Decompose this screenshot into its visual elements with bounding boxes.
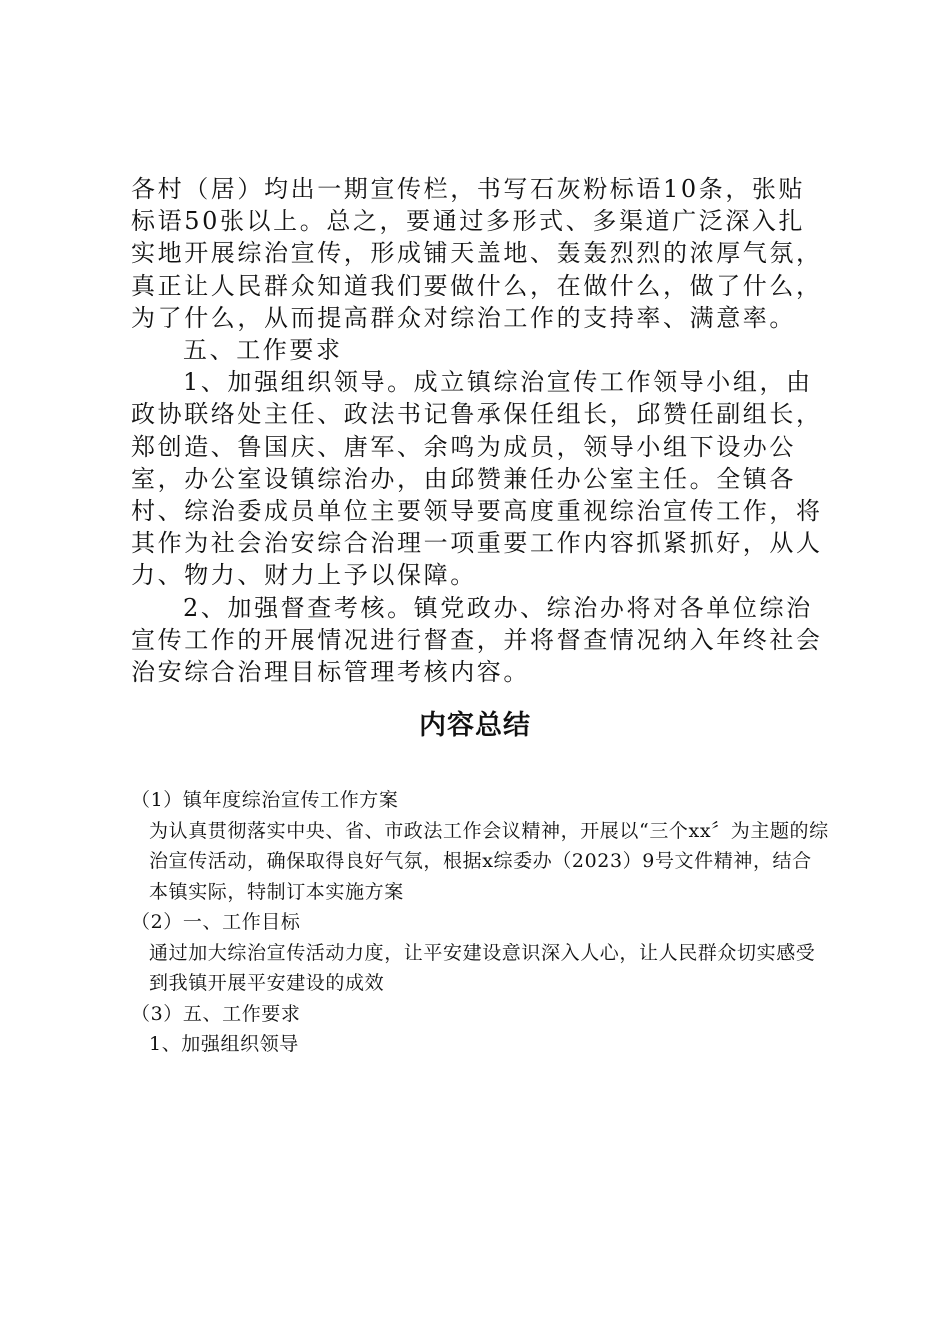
summary-text-3: 1、加强组织领导 xyxy=(149,1033,299,1055)
summary-text-1: 为认真贯彻落实中央、省、市政法工作会议精神，开展以“三个xx〞为主题的综治宣传活动，确保取得良好气氛，根据x综委办（2023）9号文件精神，结合本镇实际，特制订本实施方案 xyxy=(149,819,829,903)
paragraph-publicity: 各村（居）均出一期宣传栏，书写石灰粉标语10条，张贴标语50张以上。总之，要通过多形式、多渠道广泛深入扎实地开展综治宣传，形成铺天盖地、轰轰烈烈的浓厚气氛，真正让人民群众知道我们要做什么，在做什么，做了什么，为了什么，从而提高群众对综治工作的支持率、满意率。 xyxy=(131,175,823,332)
paragraph-supervision-assessment: 2、加强督查考核。镇党政办、综治办将对各单位综治宣传工作的开展情况进行督查，并将督查情况纳入年终社会治安综合治理目标管理考核内容。 xyxy=(131,593,823,687)
summary-section xyxy=(131,785,831,1060)
summary-item-3: （3）五、工作要求 xyxy=(131,1002,301,1025)
document-body xyxy=(131,173,831,688)
summary-item-1: （1）镇年度综治宣传工作方案 xyxy=(131,789,399,811)
paragraph-organization-leadership: 1、加强组织领导。成立镇综治宣传工作领导小组，由政协联络处主任、政法书记鲁承保任组长，邱赞任副组长，郑创造、鲁国庆、唐军、余鸣为成员，领导小组下设办公室，办公室设镇综治办，由邱赞兼任办公室主任。全镇各村、综治委成员单位主要领导要高度重视综治宣传工作，将其作为社会治安综合治理一项重要工作内容抓紧抓好，从人力、物力、财力上予以保障。 xyxy=(131,368,823,590)
summary-title: 内容总结 xyxy=(419,710,531,741)
section-heading-work-requirements: 五、工作要求 xyxy=(183,336,343,365)
summary-item-2: （2）一、工作目标 xyxy=(131,911,301,933)
summary-text-2: 通过加大综治宣传活动力度，让平安建设意识深入人心，让人民群众切实感受到我镇开展平安建设的成效 xyxy=(149,941,816,994)
